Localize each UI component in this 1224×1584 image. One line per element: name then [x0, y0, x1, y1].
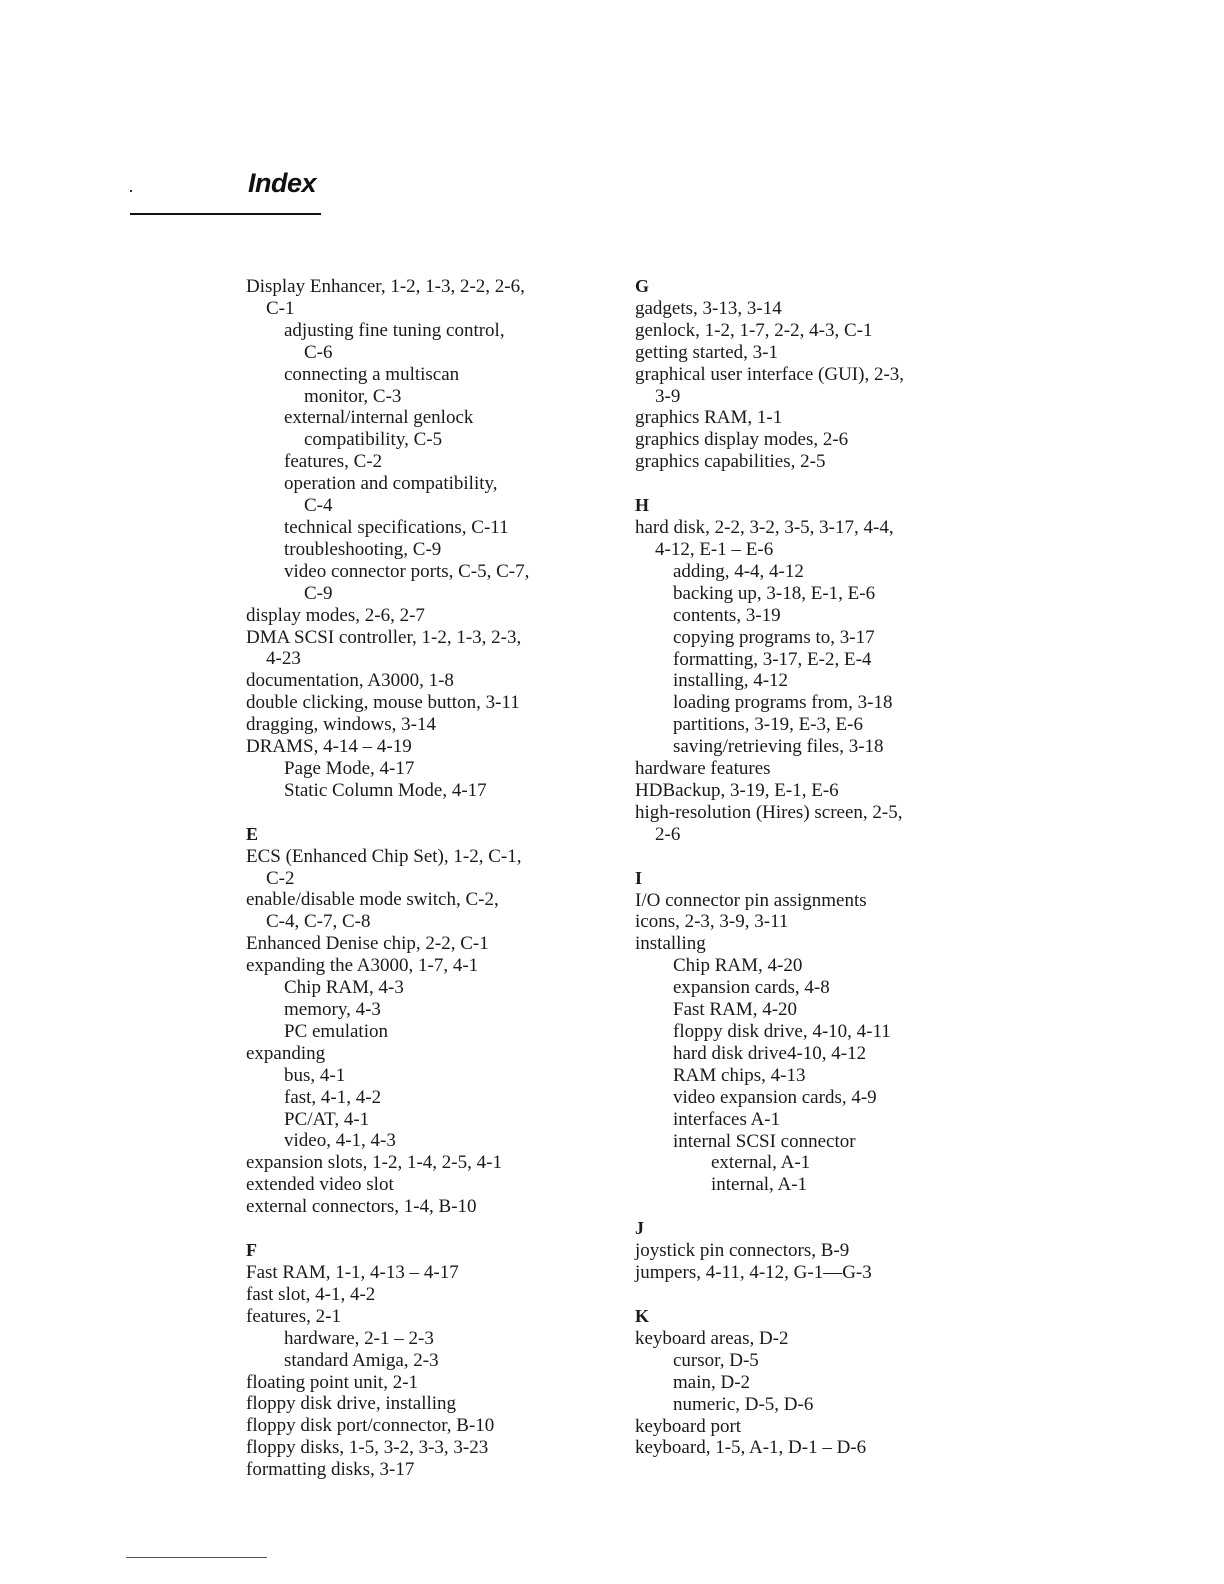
index-subentry: standard Amiga, 2-3 [284, 1349, 439, 1371]
index-subentry: 4-23 [266, 648, 301, 670]
index-subentry: internal SCSI connector [673, 1130, 856, 1152]
section-gap [635, 846, 965, 868]
index-subentry: 4-12, E-1 – E-6 [655, 538, 774, 560]
footer-rule [126, 1557, 267, 1558]
index-subentry: fast, 4-1, 4-2 [284, 1086, 382, 1108]
index-entry: display modes, 2-6, 2-7 [246, 604, 425, 626]
stray-mark [130, 190, 132, 192]
index-entry: floppy disks, 1-5, 3-2, 3-3, 3-23 [246, 1437, 489, 1459]
index-entry: keyboard areas, D-2 [635, 1327, 789, 1349]
index-subentry: Page Mode, 4-17 [284, 757, 415, 779]
index-subentry: hard disk drive4-10, 4-12 [673, 1042, 867, 1064]
index-subentry: connecting a multiscan [284, 363, 460, 385]
index-entry: graphics capabilities, 2-5 [635, 451, 826, 473]
index-subentry: C-1 [266, 297, 295, 319]
index-entry: formatting disks, 3-17 [246, 1459, 415, 1481]
index-subentry: operation and compatibility, [284, 473, 498, 495]
index-entry: jumpers, 4-11, 4-12, G-1—G-3 [635, 1262, 872, 1284]
index-entry: floppy disk port/connector, B-10 [246, 1415, 495, 1437]
index-entry: documentation, A3000, 1-8 [246, 670, 454, 692]
index-subentry: memory, 4-3 [284, 999, 381, 1020]
index-subentry: C-9 [304, 582, 333, 604]
index-subentry: backing up, 3-18, E-1, E-6 [673, 582, 876, 604]
index-entry: fast slot, 4-1, 4-2 [246, 1283, 376, 1305]
index-entry: floating point unit, 2-1 [246, 1371, 419, 1393]
index-entry: HDBackup, 3-19, E-1, E-6 [635, 779, 839, 801]
index-subentry: formatting, 3-17, E-2, E-4 [673, 648, 872, 670]
index-entry: I/O connector pin assignments [635, 889, 867, 911]
index-entry: expansion slots, 1-2, 1-4, 2-5, 4-1 [246, 1152, 502, 1174]
index-subentry: video expansion cards, 4-9 [673, 1086, 877, 1108]
section-letter: I [635, 867, 643, 888]
index-subentry: Chip RAM, 4-20 [673, 955, 803, 977]
index-entry: enable/disable mode switch, C-2, [246, 889, 499, 911]
index-entry: keyboard port [635, 1415, 742, 1437]
index-subentry: compatibility, C-5 [304, 429, 443, 451]
index-entry: getting started, 3-1 [635, 341, 778, 363]
index-subentry: Chip RAM, 4-3 [284, 977, 404, 999]
index-subentry: internal, A-1 [711, 1174, 808, 1196]
index-entry: features, 2-1 [246, 1305, 341, 1327]
index-entry: hardware features [635, 758, 771, 780]
section-letter: E [246, 823, 259, 844]
section-gap [246, 802, 586, 824]
index-subentry: hardware, 2-1 – 2-3 [284, 1327, 434, 1349]
section-letter: G [635, 276, 650, 296]
index-subentry: technical specifications, C-11 [284, 516, 509, 538]
index-entry: graphical user interface (GUI), 2-3, [635, 363, 905, 385]
index-entry: external connectors, 1-4, B-10 [246, 1196, 477, 1218]
section-letter: H [635, 495, 650, 516]
index-subentry: expansion cards, 4-8 [673, 977, 830, 999]
index-subentry: 3-9 [655, 385, 681, 407]
index-subentry: contents, 3-19 [673, 604, 781, 626]
index-subentry: 2-6 [655, 823, 681, 845]
index-subentry: installing, 4-12 [673, 670, 789, 692]
index-entry: extended video slot [246, 1174, 394, 1196]
index-entry: keyboard, 1-5, A-1, D-1 – D-6 [635, 1437, 867, 1459]
index-subentry: features, C-2 [284, 451, 383, 473]
index-entry: joystick pin connectors, B-9 [635, 1240, 850, 1262]
index-subentry: video, 4-1, 4-3 [284, 1130, 396, 1152]
section-letter: J [635, 1218, 644, 1239]
index-entry: hard disk, 2-2, 3-2, 3-5, 3-17, 4-4, [635, 517, 894, 539]
index-subentry: C-6 [304, 341, 333, 363]
index-subentry: copying programs to, 3-17 [673, 626, 875, 648]
section-letter: K [635, 1305, 650, 1326]
index-entry: high-resolution (Hires) screen, 2-5, [635, 801, 903, 823]
index-subentry: cursor, D-5 [673, 1349, 759, 1371]
page-title: Index [248, 168, 317, 198]
index-entry: dragging, windows, 3-14 [246, 714, 436, 736]
index-entry: Display Enhancer, 1-2, 1-3, 2-2, 2-6, [246, 276, 525, 297]
index-entry: expanding the A3000, 1-7, 4-1 [246, 955, 479, 977]
index-entry: floppy disk drive, installing [246, 1393, 457, 1415]
index-subentry: monitor, C-3 [304, 385, 402, 407]
index-subentry: adjusting fine tuning control, [284, 319, 505, 341]
index-subentry: video connector ports, C-5, C-7, [284, 560, 530, 582]
index-subentry: PC emulation [284, 1020, 388, 1042]
index-subentry: saving/retrieving files, 3-18 [673, 736, 884, 758]
index-subentry: adding, 4-4, 4-12 [673, 560, 804, 582]
title-rule [130, 213, 321, 215]
index-subentry: C-2 [266, 867, 295, 889]
index-subentry: C-4, C-7, C-8 [266, 911, 371, 933]
section-gap [635, 1284, 965, 1306]
index-subentry: loading programs from, 3-18 [673, 692, 893, 714]
index-subentry: interfaces A-1 [673, 1108, 781, 1130]
index-subentry: C-4 [304, 495, 333, 517]
index-column-right [635, 276, 965, 1459]
index-subentry: Static Column Mode, 4-17 [284, 779, 487, 801]
index-subentry: Fast RAM, 4-20 [673, 999, 798, 1021]
index-subentry: external/internal genlock [284, 407, 474, 429]
index-entry: double clicking, mouse button, 3-11 [246, 692, 520, 714]
section-letter: F [246, 1240, 257, 1261]
index-subentry: main, D-2 [673, 1371, 751, 1393]
index-subentry: partitions, 3-19, E-3, E-6 [673, 714, 863, 736]
index-subentry: numeric, D-5, D-6 [673, 1393, 814, 1415]
index-entry: genlock, 1-2, 1-7, 2-2, 4-3, C-1 [635, 319, 873, 341]
section-gap [635, 473, 965, 495]
section-gap [246, 1218, 586, 1240]
index-entry: ECS (Enhanced Chip Set), 1-2, C-1, [246, 845, 522, 867]
index-subentry: PC/AT, 4-1 [284, 1108, 370, 1130]
index-subentry: RAM chips, 4-13 [673, 1064, 806, 1086]
index-subentry: external, A-1 [711, 1152, 811, 1174]
index-entry: expanding [246, 1042, 326, 1064]
index-subentry: bus, 4-1 [284, 1064, 346, 1086]
index-entry: graphics RAM, 1-1 [635, 407, 783, 429]
index-entry: DMA SCSI controller, 1-2, 1-3, 2-3, [246, 626, 522, 648]
index-subentry: troubleshooting, C-9 [284, 538, 442, 560]
index-entry: gadgets, 3-13, 3-14 [635, 297, 782, 319]
index-entry: Enhanced Denise chip, 2-2, C-1 [246, 933, 489, 955]
index-column-left [246, 276, 586, 1481]
index-entry: installing [635, 933, 706, 955]
index-entry: icons, 2-3, 3-9, 3-11 [635, 911, 789, 933]
index-entry: graphics display modes, 2-6 [635, 429, 849, 451]
index-entry: DRAMS, 4-14 – 4-19 [246, 736, 412, 758]
index-subentry: floppy disk drive, 4-10, 4-11 [673, 1021, 891, 1042]
section-gap [635, 1196, 965, 1218]
index-entry: Fast RAM, 1-1, 4-13 – 4-17 [246, 1261, 459, 1283]
